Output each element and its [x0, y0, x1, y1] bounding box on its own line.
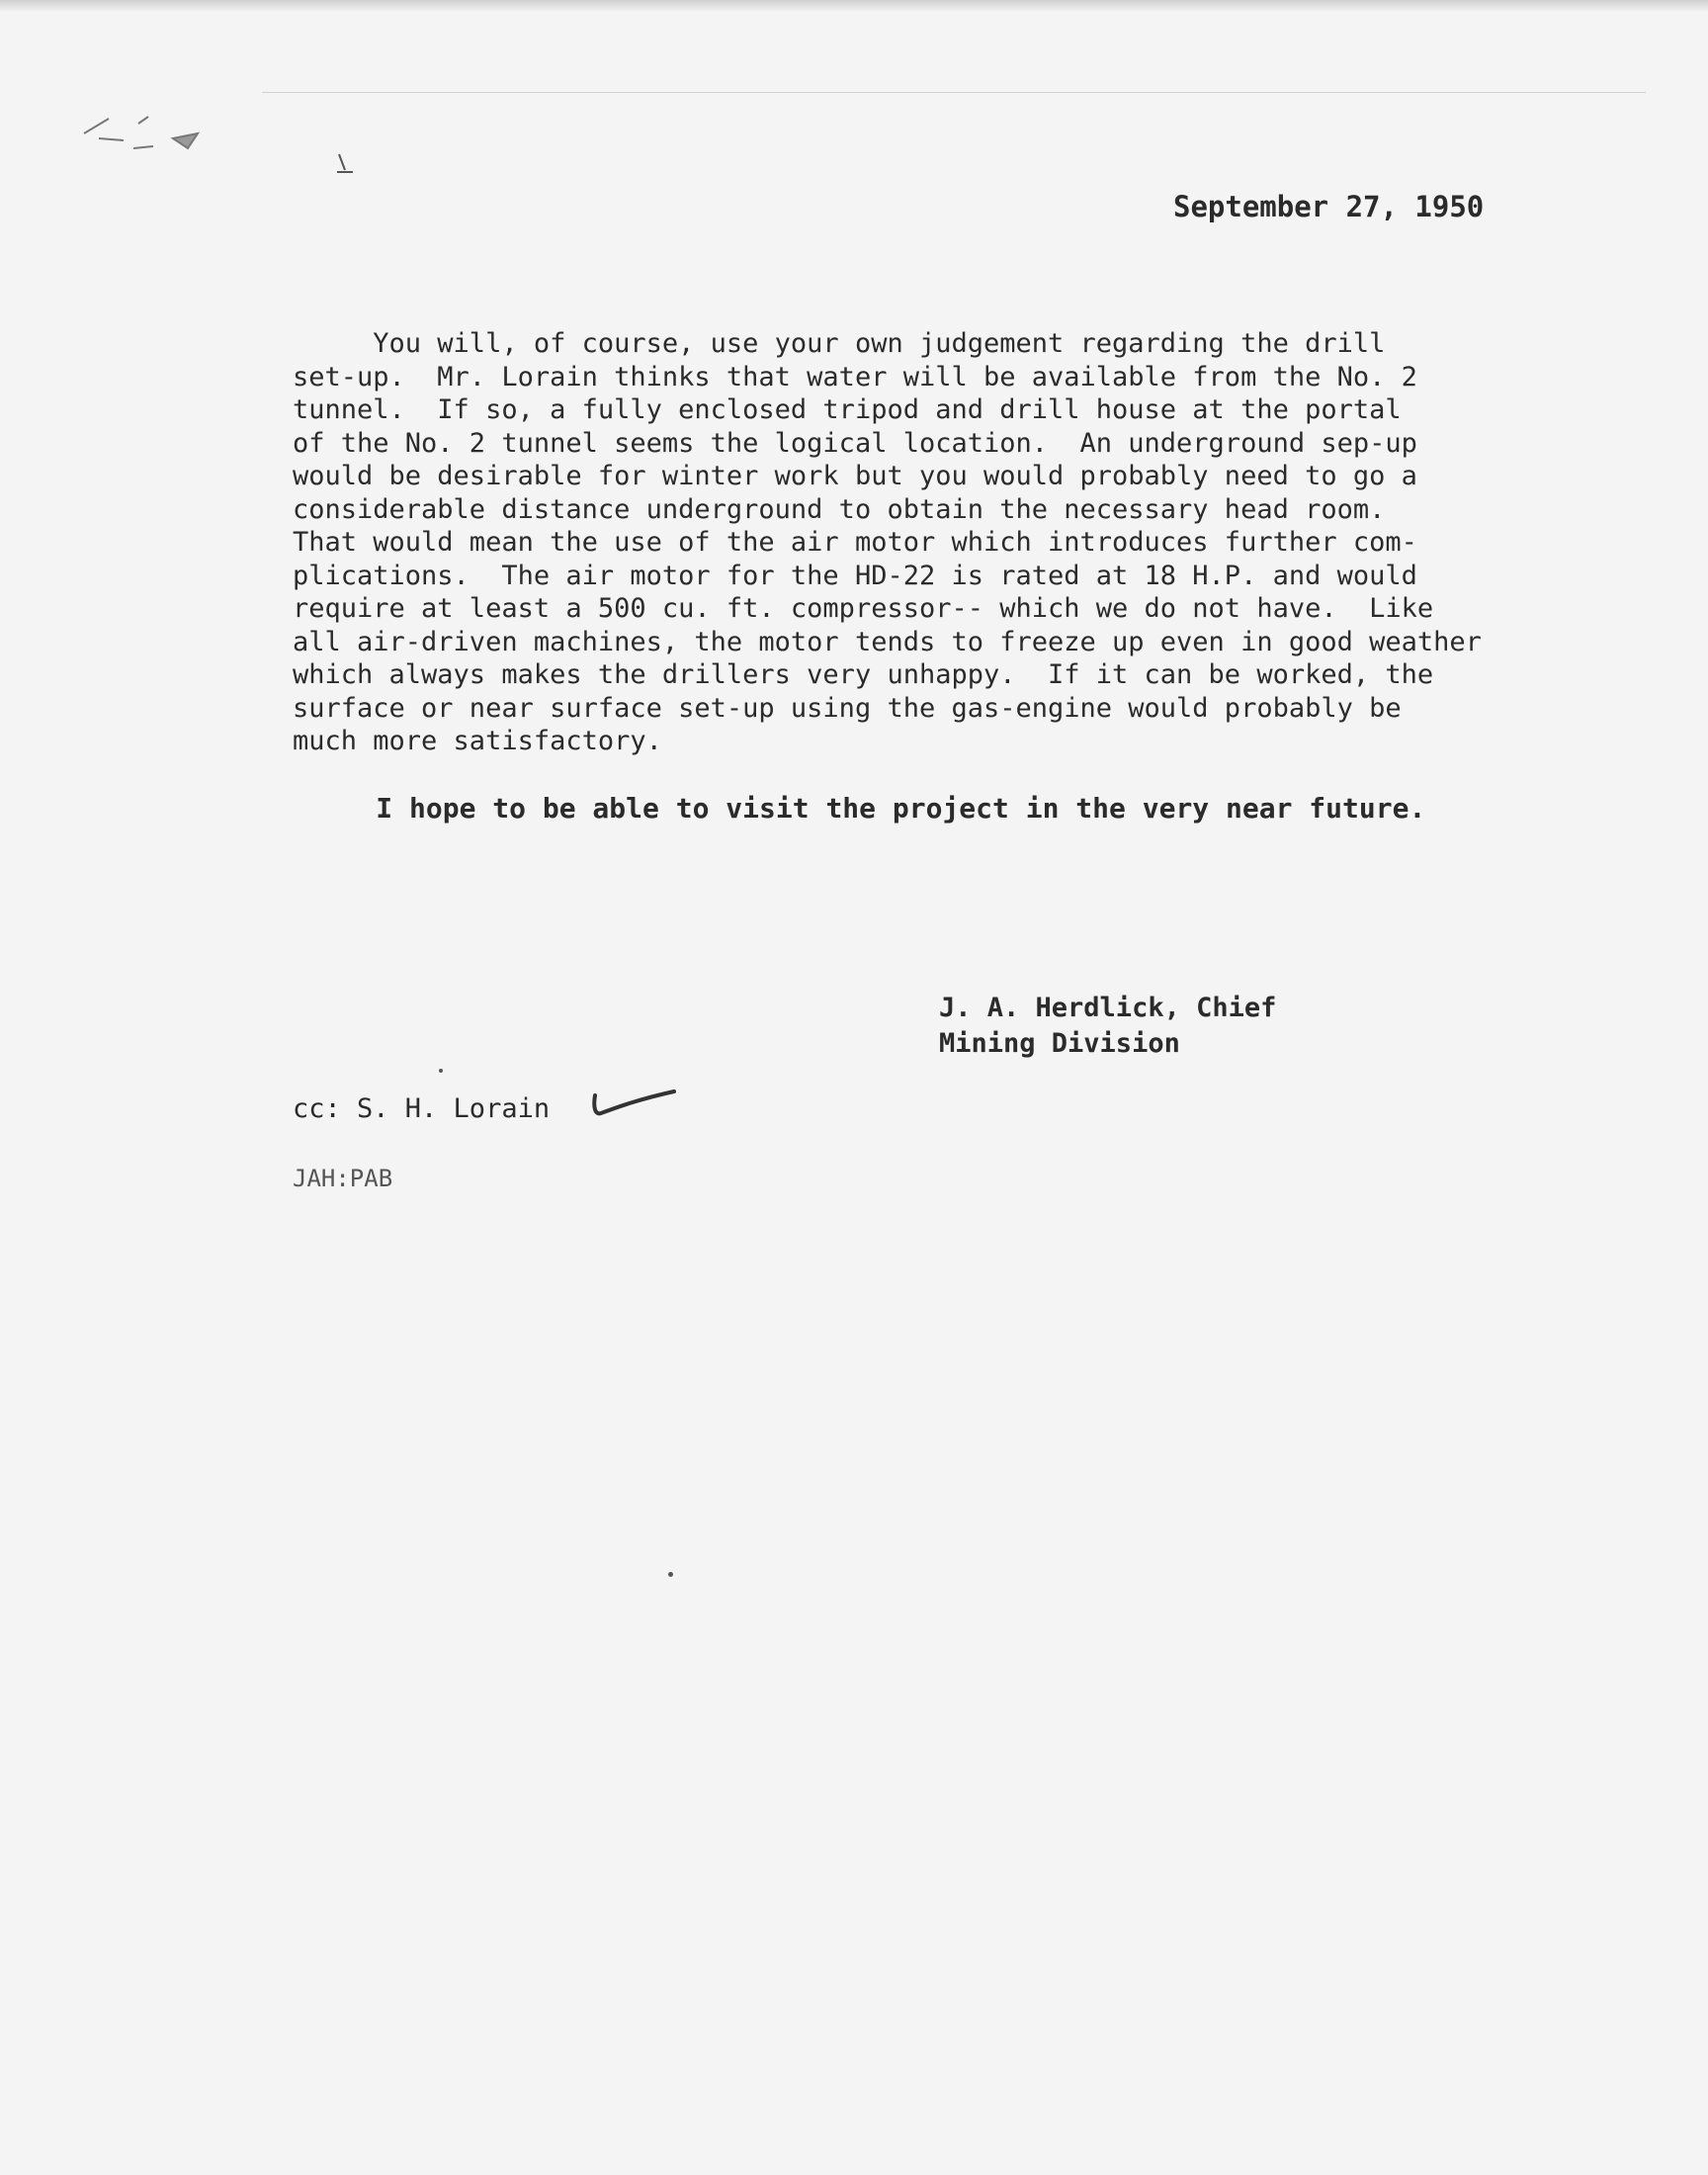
- body-paragraph-1: [293, 327, 1538, 758]
- paragraph-line: surface or near surface set-up using the gas-engine would probably be: [293, 692, 1402, 724]
- paragraph-line: considerable distance underground to obtain the necessary head room.: [293, 493, 1386, 525]
- paragraph-line: set-up. Mr. Lorain thinks that water will be available from the No. 2: [293, 361, 1417, 392]
- cc-line: cc: S. H. Lorain: [293, 1093, 551, 1124]
- signer-title: Mining Division: [939, 1028, 1180, 1059]
- top-rule: [262, 92, 1646, 93]
- paragraph-line: You will, of course, use your own judgement regarding the drill: [293, 328, 1386, 359]
- paragraph-line: which always makes the drillers very unhappy. If it can be worked, the: [293, 659, 1434, 690]
- paragraph-line: I hope to be able to visit the project in the very near future.: [293, 792, 1426, 825]
- paragraph-line: much more satisfactory.: [293, 726, 662, 756]
- paragraph-line: of the No. 2 tunnel seems the logical location. An underground sep-up: [293, 427, 1417, 459]
- paragraph-line: all air-driven machines, the motor tends to freeze up even in good weather: [293, 626, 1482, 657]
- paper-damage-mark: [79, 79, 237, 188]
- body-paragraph-2: [293, 792, 1538, 826]
- paragraph-line: That would mean the use of the air motor which introduces further com-: [293, 527, 1417, 558]
- signer-name: J. A. Herdlick, Chief: [939, 993, 1277, 1023]
- paragraph-line: require at least a 500 cu. ft. compressor-- which we do not have. Like: [293, 593, 1434, 624]
- letter-date: September 27, 1950: [1173, 190, 1485, 223]
- stray-mark: [331, 148, 361, 178]
- paragraph-line: tunnel. If so, a fully enclosed tripod and drill house at the portal: [293, 394, 1402, 425]
- paragraph-line: would be desirable for winter work but you would probably need to go a: [293, 461, 1417, 491]
- ink-speck: [439, 1069, 443, 1073]
- ink-speck: [668, 1572, 673, 1577]
- scan-edge: [0, 0, 1708, 12]
- typist-initials: JAH:PAB: [293, 1165, 393, 1192]
- paragraph-line: plications. The air motor for the HD-22 is rated at 18 H.P. and would: [293, 560, 1417, 591]
- signature-block: [939, 991, 1276, 1062]
- handwritten-check-mark: [589, 1086, 678, 1125]
